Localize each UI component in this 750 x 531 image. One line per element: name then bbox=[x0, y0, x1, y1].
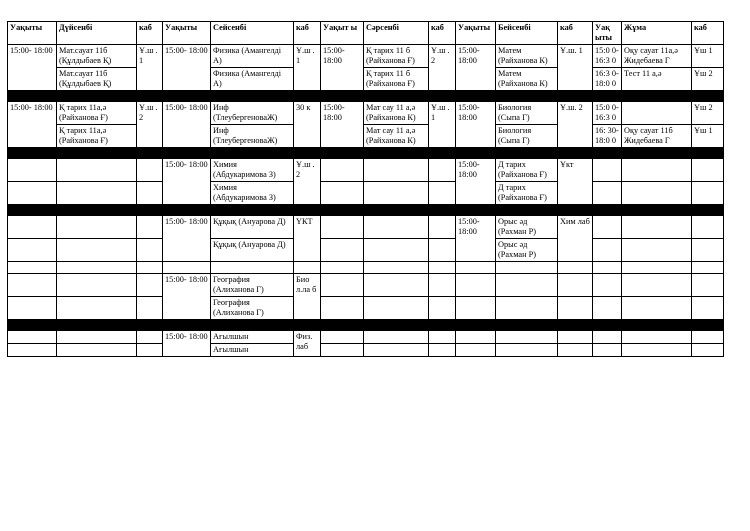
separator-cell bbox=[692, 148, 724, 159]
separator-cell bbox=[294, 320, 321, 331]
empty-cell bbox=[692, 182, 724, 205]
room-cell: Ұш 1 bbox=[692, 125, 724, 148]
subject-cell: Инф (ТлеубергеноваЖ) bbox=[211, 125, 294, 148]
time-cell: 15:00- 18:00 bbox=[163, 159, 211, 205]
empty-cell bbox=[294, 262, 321, 274]
room-cell: Ұ.ш . 1 bbox=[429, 102, 456, 148]
empty-cell bbox=[57, 297, 137, 320]
empty-cell bbox=[496, 262, 558, 274]
empty-cell bbox=[8, 182, 57, 205]
empty-cell bbox=[364, 297, 429, 320]
day-block-separator bbox=[8, 320, 724, 331]
room-cell: Ұ.ш . 1 bbox=[294, 45, 321, 91]
header-cell: каб bbox=[294, 22, 321, 45]
empty-cell bbox=[321, 274, 364, 297]
separator-cell bbox=[429, 91, 456, 102]
empty-cell bbox=[8, 331, 57, 344]
separator-cell bbox=[558, 148, 593, 159]
empty-cell bbox=[8, 274, 57, 297]
empty-cell bbox=[57, 262, 137, 274]
time-cell: 15:00- 18:00 bbox=[8, 45, 57, 91]
room-cell: Био л.ла б bbox=[294, 274, 321, 320]
separator-cell bbox=[692, 205, 724, 216]
empty-cell bbox=[622, 331, 692, 344]
subject-cell: Оқу сауат 11б Жидебаева Г bbox=[622, 125, 692, 148]
subject-cell: Мат сау 11 а,ә (Райханова К) bbox=[364, 125, 429, 148]
empty-cell bbox=[429, 239, 456, 262]
empty-cell bbox=[496, 344, 558, 357]
time-cell: 15:00- 18:00 bbox=[456, 102, 496, 148]
empty-cell bbox=[137, 159, 163, 182]
separator-cell bbox=[593, 91, 622, 102]
header-row bbox=[8, 22, 724, 45]
empty-cell bbox=[622, 159, 692, 182]
room-cell: 30 к bbox=[294, 102, 321, 148]
time-cell: 15:00- 18:00 bbox=[456, 159, 496, 205]
time-cell: 16: 30- 18:0 0 bbox=[593, 125, 622, 148]
empty-cell bbox=[57, 331, 137, 344]
room-cell: Ұ.ш. 2 bbox=[558, 102, 593, 148]
subject-cell: Орыс әд (Рахман Р) bbox=[496, 239, 558, 262]
header-cell: Бейсенбі bbox=[496, 22, 558, 45]
empty-cell bbox=[429, 216, 456, 239]
empty-cell bbox=[558, 262, 593, 274]
separator-cell bbox=[558, 205, 593, 216]
separator-cell bbox=[211, 205, 294, 216]
empty-cell bbox=[57, 344, 137, 357]
time-cell: 15:00- 18:00 bbox=[456, 216, 496, 262]
room-cell: Физ. лаб bbox=[294, 331, 321, 357]
room-cell: Ұ.ш. 1 bbox=[558, 45, 593, 91]
empty-cell bbox=[137, 274, 163, 297]
empty-cell bbox=[429, 159, 456, 182]
separator-cell bbox=[57, 320, 137, 331]
empty-cell bbox=[364, 262, 429, 274]
schedule-row bbox=[8, 45, 724, 68]
empty-cell bbox=[364, 239, 429, 262]
empty-cell bbox=[57, 182, 137, 205]
empty-cell bbox=[593, 262, 622, 274]
separator-cell bbox=[163, 320, 211, 331]
separator-cell bbox=[496, 148, 558, 159]
subject-cell: География (Алиханова Г) bbox=[211, 274, 294, 297]
empty-cell bbox=[321, 239, 364, 262]
empty-cell bbox=[137, 216, 163, 239]
empty-cell bbox=[558, 331, 593, 344]
schedule-row bbox=[8, 216, 724, 239]
subject-cell: Қ тарих 11 б (Райханова Ғ) bbox=[364, 68, 429, 91]
subject-cell: Биология (Сыпа Г) bbox=[496, 102, 558, 125]
empty-cell bbox=[692, 344, 724, 357]
separator-cell bbox=[137, 205, 163, 216]
subject-cell: Мат.сауат 11б (Құлдыбаев Қ) bbox=[57, 45, 137, 68]
separator-cell bbox=[558, 91, 593, 102]
subject-cell: Құқық (Ануарова Д) bbox=[211, 239, 294, 262]
separator-cell bbox=[558, 320, 593, 331]
time-cell: 16:3 0- 18:0 0 bbox=[593, 68, 622, 91]
empty-cell bbox=[692, 262, 724, 274]
time-cell: 15:00- 18:00 bbox=[321, 102, 364, 148]
empty-cell bbox=[321, 262, 364, 274]
header-cell: каб bbox=[429, 22, 456, 45]
subject-cell: Оқу сауат 11а,ә Жидебаева Г bbox=[622, 45, 692, 68]
separator-cell bbox=[364, 205, 429, 216]
empty-cell bbox=[692, 159, 724, 182]
empty-cell bbox=[8, 344, 57, 357]
time-cell: 15:0 0- 16:3 0 bbox=[593, 102, 622, 125]
day-block-separator bbox=[8, 91, 724, 102]
empty-cell bbox=[456, 344, 496, 357]
schedule-row bbox=[8, 125, 724, 148]
separator-cell bbox=[211, 320, 294, 331]
separator-cell bbox=[8, 320, 57, 331]
empty-cell bbox=[558, 344, 593, 357]
separator-cell bbox=[456, 320, 496, 331]
empty-cell bbox=[622, 102, 692, 125]
empty-cell bbox=[456, 274, 496, 297]
empty-cell bbox=[8, 297, 57, 320]
separator-cell bbox=[496, 205, 558, 216]
empty-cell bbox=[558, 274, 593, 297]
time-cell: 15:00- 18:00 bbox=[163, 274, 211, 320]
empty-cell bbox=[429, 182, 456, 205]
empty-cell bbox=[57, 216, 137, 239]
separator-cell bbox=[163, 91, 211, 102]
subject-cell: Тест 11 а,ә bbox=[622, 68, 692, 91]
empty-cell bbox=[137, 239, 163, 262]
schedule-row bbox=[8, 344, 724, 357]
separator-cell bbox=[622, 148, 692, 159]
separator-cell bbox=[211, 148, 294, 159]
time-cell: 15:00- 18:00 bbox=[321, 45, 364, 91]
subject-cell: Қ тарих 11 б (Райханова Ғ) bbox=[364, 45, 429, 68]
empty-cell bbox=[456, 297, 496, 320]
separator-cell bbox=[137, 91, 163, 102]
header-cell: Уақ ыты bbox=[593, 22, 622, 45]
empty-cell bbox=[364, 182, 429, 205]
empty-cell bbox=[321, 216, 364, 239]
subject-cell: Құқық (Ануарова Д) bbox=[211, 216, 294, 239]
empty-cell bbox=[429, 297, 456, 320]
subject-cell: Қ тарих 11а,ә (Райханова Ғ) bbox=[57, 102, 137, 125]
empty-cell bbox=[321, 331, 364, 344]
empty-cell bbox=[57, 239, 137, 262]
schedule-row bbox=[8, 159, 724, 182]
separator-cell bbox=[321, 91, 364, 102]
separator-cell bbox=[8, 91, 57, 102]
schedule-row bbox=[8, 331, 724, 344]
empty-cell bbox=[593, 331, 622, 344]
separator-cell bbox=[321, 205, 364, 216]
empty-cell bbox=[622, 216, 692, 239]
empty-cell bbox=[429, 262, 456, 274]
empty-cell bbox=[692, 239, 724, 262]
schedule-row bbox=[8, 274, 724, 297]
time-cell: 15:00- 18:00 bbox=[8, 102, 57, 148]
schedule-row bbox=[8, 68, 724, 91]
empty-cell bbox=[8, 262, 57, 274]
separator-cell bbox=[8, 148, 57, 159]
empty-cell bbox=[137, 182, 163, 205]
room-cell: ҮКТ bbox=[294, 216, 321, 262]
empty-cell bbox=[456, 331, 496, 344]
empty-cell bbox=[496, 331, 558, 344]
separator-cell bbox=[211, 91, 294, 102]
empty-cell bbox=[622, 344, 692, 357]
separator-cell bbox=[163, 148, 211, 159]
separator-cell bbox=[622, 91, 692, 102]
empty-cell bbox=[593, 239, 622, 262]
subject-cell: Мат сау 11 а,ә (Райханова К) bbox=[364, 102, 429, 125]
separator-cell bbox=[456, 148, 496, 159]
empty-cell bbox=[692, 216, 724, 239]
header-cell: каб bbox=[692, 22, 724, 45]
empty-cell bbox=[429, 344, 456, 357]
header-cell: каб bbox=[137, 22, 163, 45]
subject-cell: Мат.сауат 11б (Құлдыбаев Қ) bbox=[57, 68, 137, 91]
empty-cell bbox=[137, 331, 163, 344]
empty-cell bbox=[8, 216, 57, 239]
header-cell: Сейсенбі bbox=[211, 22, 294, 45]
header-cell: каб bbox=[558, 22, 593, 45]
room-cell: Ұш 2 bbox=[692, 102, 724, 125]
separator-cell bbox=[321, 148, 364, 159]
empty-cell bbox=[496, 297, 558, 320]
empty-cell bbox=[321, 159, 364, 182]
separator-cell bbox=[364, 91, 429, 102]
separator-cell bbox=[57, 91, 137, 102]
time-cell: 15:00- 18:00 bbox=[456, 45, 496, 91]
separator-cell bbox=[294, 148, 321, 159]
empty-cell bbox=[57, 159, 137, 182]
empty-cell bbox=[692, 274, 724, 297]
day-block-separator bbox=[8, 148, 724, 159]
time-cell: 15:00- 18:00 bbox=[163, 216, 211, 262]
header-cell: Уақыты bbox=[456, 22, 496, 45]
empty-cell bbox=[622, 274, 692, 297]
subject-cell: Д тарих (Райханова Ғ) bbox=[496, 182, 558, 205]
empty-cell bbox=[593, 216, 622, 239]
empty-cell bbox=[692, 297, 724, 320]
separator-cell bbox=[364, 148, 429, 159]
empty-cell bbox=[593, 297, 622, 320]
subject-cell: Инф (ТлеубергеноваЖ) bbox=[211, 102, 294, 125]
empty-cell bbox=[593, 182, 622, 205]
day-block-separator bbox=[8, 205, 724, 216]
room-cell: Ұ.ш . 2 bbox=[137, 102, 163, 148]
subject-cell: Физика (Амангелді А) bbox=[211, 45, 294, 68]
time-cell: 15:00- 18:00 bbox=[163, 45, 211, 91]
header-cell: Уақыты bbox=[163, 22, 211, 45]
empty-cell bbox=[163, 262, 211, 274]
empty-cell bbox=[429, 274, 456, 297]
separator-cell bbox=[8, 205, 57, 216]
time-cell: 15:0 0- 16:3 0 bbox=[593, 45, 622, 68]
separator-cell bbox=[496, 320, 558, 331]
empty-cell bbox=[692, 331, 724, 344]
header-cell: Уақыт ы bbox=[321, 22, 364, 45]
empty-cell bbox=[137, 344, 163, 357]
separator-cell bbox=[364, 320, 429, 331]
separator-cell bbox=[429, 320, 456, 331]
separator-cell bbox=[593, 205, 622, 216]
separator-cell bbox=[593, 148, 622, 159]
subject-cell: Химия (Абдукаримова З) bbox=[211, 159, 294, 182]
separator-cell bbox=[593, 320, 622, 331]
subject-cell: Ағылшын bbox=[211, 331, 294, 344]
room-cell: Ұ.ш . 2 bbox=[429, 45, 456, 91]
subject-cell: Д тарих (Райханова Ғ) bbox=[496, 159, 558, 182]
schedule-row bbox=[8, 102, 724, 125]
header-cell: Дүйсенбі bbox=[57, 22, 137, 45]
empty-cell bbox=[364, 274, 429, 297]
empty-cell bbox=[57, 274, 137, 297]
time-cell: 15:00- 18:00 bbox=[163, 331, 211, 357]
separator-cell bbox=[456, 205, 496, 216]
room-cell: Ұ.ш . 1 bbox=[137, 45, 163, 91]
separator-cell bbox=[456, 91, 496, 102]
empty-cell bbox=[558, 297, 593, 320]
empty-cell bbox=[496, 274, 558, 297]
empty-cell bbox=[321, 344, 364, 357]
weekly-schedule-table bbox=[7, 21, 724, 357]
empty-cell bbox=[593, 344, 622, 357]
empty-cell bbox=[364, 344, 429, 357]
subject-cell: Орыс әд (Рахман Р) bbox=[496, 216, 558, 239]
empty-cell bbox=[622, 297, 692, 320]
empty-cell bbox=[137, 262, 163, 274]
separator-cell bbox=[137, 148, 163, 159]
subject-cell: Физика (Амангелді А) bbox=[211, 68, 294, 91]
separator-cell bbox=[294, 205, 321, 216]
empty-cell bbox=[364, 159, 429, 182]
separator-cell bbox=[692, 91, 724, 102]
header-cell: Сәрсенбі bbox=[364, 22, 429, 45]
separator-cell bbox=[163, 205, 211, 216]
time-cell: 15:00- 18:00 bbox=[163, 102, 211, 148]
empty-cell bbox=[429, 331, 456, 344]
empty-cell bbox=[211, 262, 294, 274]
empty-cell bbox=[593, 274, 622, 297]
room-cell: Ұкт bbox=[558, 159, 593, 205]
empty-cell bbox=[456, 262, 496, 274]
schedule-row bbox=[8, 297, 724, 320]
room-cell: Ұ.ш . 2 bbox=[294, 159, 321, 205]
separator-cell bbox=[321, 320, 364, 331]
separator-cell bbox=[57, 205, 137, 216]
schedule-row bbox=[8, 182, 724, 205]
room-cell: Ұш 1 bbox=[692, 45, 724, 68]
header-cell: Уақыты bbox=[8, 22, 57, 45]
empty-cell bbox=[8, 159, 57, 182]
room-cell: Хим лаб bbox=[558, 216, 593, 262]
separator-cell bbox=[429, 205, 456, 216]
empty-cell bbox=[321, 182, 364, 205]
room-cell: Ұш 2 bbox=[692, 68, 724, 91]
empty-cell bbox=[364, 216, 429, 239]
separator-cell bbox=[622, 205, 692, 216]
subject-cell: Химия (Абдукаримова З) bbox=[211, 182, 294, 205]
separator-cell bbox=[496, 91, 558, 102]
separator-cell bbox=[294, 91, 321, 102]
separator-cell bbox=[57, 148, 137, 159]
subject-cell: Қ тарих 11а,ә (Райханова Ғ) bbox=[57, 125, 137, 148]
subject-cell: География (Алиханова Г) bbox=[211, 297, 294, 320]
subject-cell: Ағылшын bbox=[211, 344, 294, 357]
header-cell: Жұма bbox=[622, 22, 692, 45]
blank-row bbox=[8, 262, 724, 274]
empty-cell bbox=[137, 297, 163, 320]
empty-cell bbox=[321, 297, 364, 320]
separator-cell bbox=[429, 148, 456, 159]
schedule-row bbox=[8, 239, 724, 262]
empty-cell bbox=[593, 159, 622, 182]
subject-cell: Матем (Райханова К) bbox=[496, 45, 558, 68]
separator-cell bbox=[622, 320, 692, 331]
empty-cell bbox=[8, 239, 57, 262]
subject-cell: Биология (Сыпа Г) bbox=[496, 125, 558, 148]
empty-cell bbox=[622, 182, 692, 205]
subject-cell: Матем (Райханова К) bbox=[496, 68, 558, 91]
separator-cell bbox=[692, 320, 724, 331]
separator-cell bbox=[137, 320, 163, 331]
empty-cell bbox=[364, 331, 429, 344]
empty-cell bbox=[622, 262, 692, 274]
empty-cell bbox=[622, 239, 692, 262]
